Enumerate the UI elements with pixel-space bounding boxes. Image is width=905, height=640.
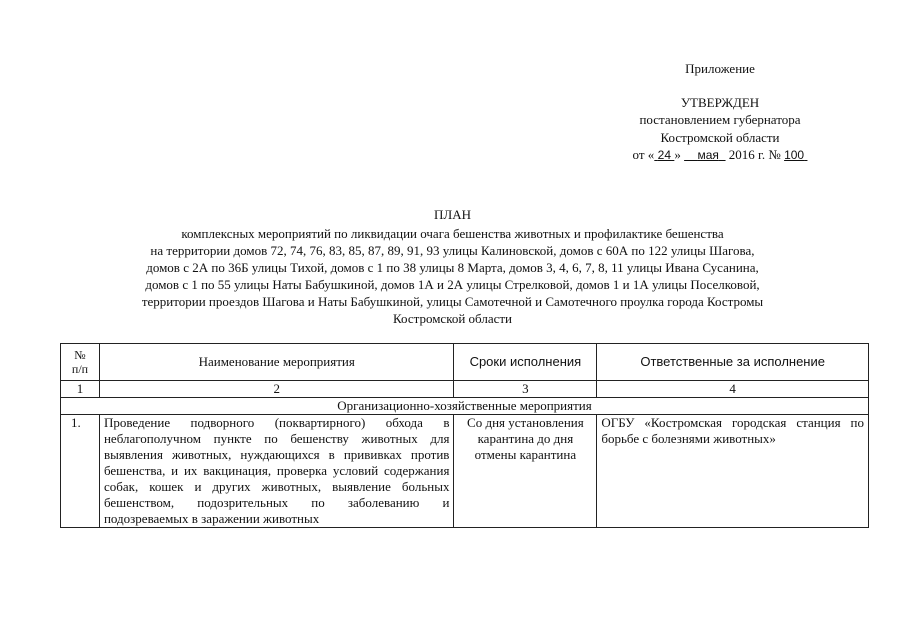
date-mid: » [674, 147, 681, 162]
row-measure: Проведение подворного (поквартирного) обхода в неблагополучном пункте по бешенству животных для выявления животных, нуждающихся в прививках против бешенства, и их вакцинация, проверка условий содержания собак, кошек и других животных, выявление больных бешенством, подозрительных по заболеванию и подозреваемых в заражении животных [99, 415, 453, 528]
index-cell: 4 [597, 381, 869, 398]
table-row [61, 415, 869, 528]
row-number: 1. [61, 415, 100, 528]
decree-number: 100 [784, 148, 805, 162]
plan-line: на территории домов 72, 74, 76, 83, 85, 87, 89, 91, 93 улицы Калиновской, домов с 60А по 122 улицы Шагова, [150, 243, 755, 258]
measures-table [60, 343, 869, 528]
date-month: мая [697, 148, 719, 162]
header-number: № п/п [61, 344, 100, 381]
plan-heading [60, 206, 845, 327]
plan-line: домов с 2А по 36Б улицы Тихой, домов с 1 по 38 улицы 8 Марта, домов 3, 4, 6, 7, 8, 11 улицы Ивана Сусанина, [146, 260, 759, 275]
spacer [600, 78, 840, 94]
decree-line-1: постановлением губернатора [639, 112, 801, 127]
date-year: 2016 г. № [728, 147, 781, 162]
plan-line: Костромской области [392, 311, 513, 326]
header-name: Наименование мероприятия [99, 344, 453, 381]
plan-line: домов с 1 по 55 улицы Наты Бабушкиной, домов 1А и 2А улицы Стрелковой, домов 1 и 1А улицы Поселковой, [145, 277, 760, 292]
date-prefix: от « [632, 147, 655, 162]
decree-line-2: Костромской области [660, 129, 780, 145]
section-row [61, 398, 869, 415]
index-cell: 3 [454, 381, 597, 398]
decree-date-line [600, 146, 840, 165]
column-index-row [61, 381, 869, 398]
index-cell: 1 [61, 381, 100, 398]
approval-block [600, 60, 840, 165]
header-responsible: Ответственные за исполнение [597, 344, 869, 381]
row-term: Со дня установления карантина до дня отмены карантина [454, 415, 597, 528]
row-responsible: ОГБУ «Костромская городская станция по борьбе с болезнями животных» [597, 415, 869, 528]
plan-line: территории проездов Шагова и Наты Бабушкиной, улицы Самотечной и Самотечного проулка города Костромы [141, 294, 764, 309]
date-day: 24 [657, 148, 672, 162]
section-title: Организационно-хозяйственные мероприятия [61, 398, 869, 415]
appendix-label: Приложение [685, 61, 755, 76]
plan-line: комплексных мероприятий по ликвидации очага бешенства животных и профилактике бешенства [181, 226, 724, 241]
approved-label: УТВЕРЖДЕН [680, 94, 760, 110]
header-term: Сроки исполнения [454, 344, 597, 381]
table-header-row [61, 344, 869, 381]
plan-title: ПЛАН [434, 207, 471, 222]
index-cell: 2 [99, 381, 453, 398]
